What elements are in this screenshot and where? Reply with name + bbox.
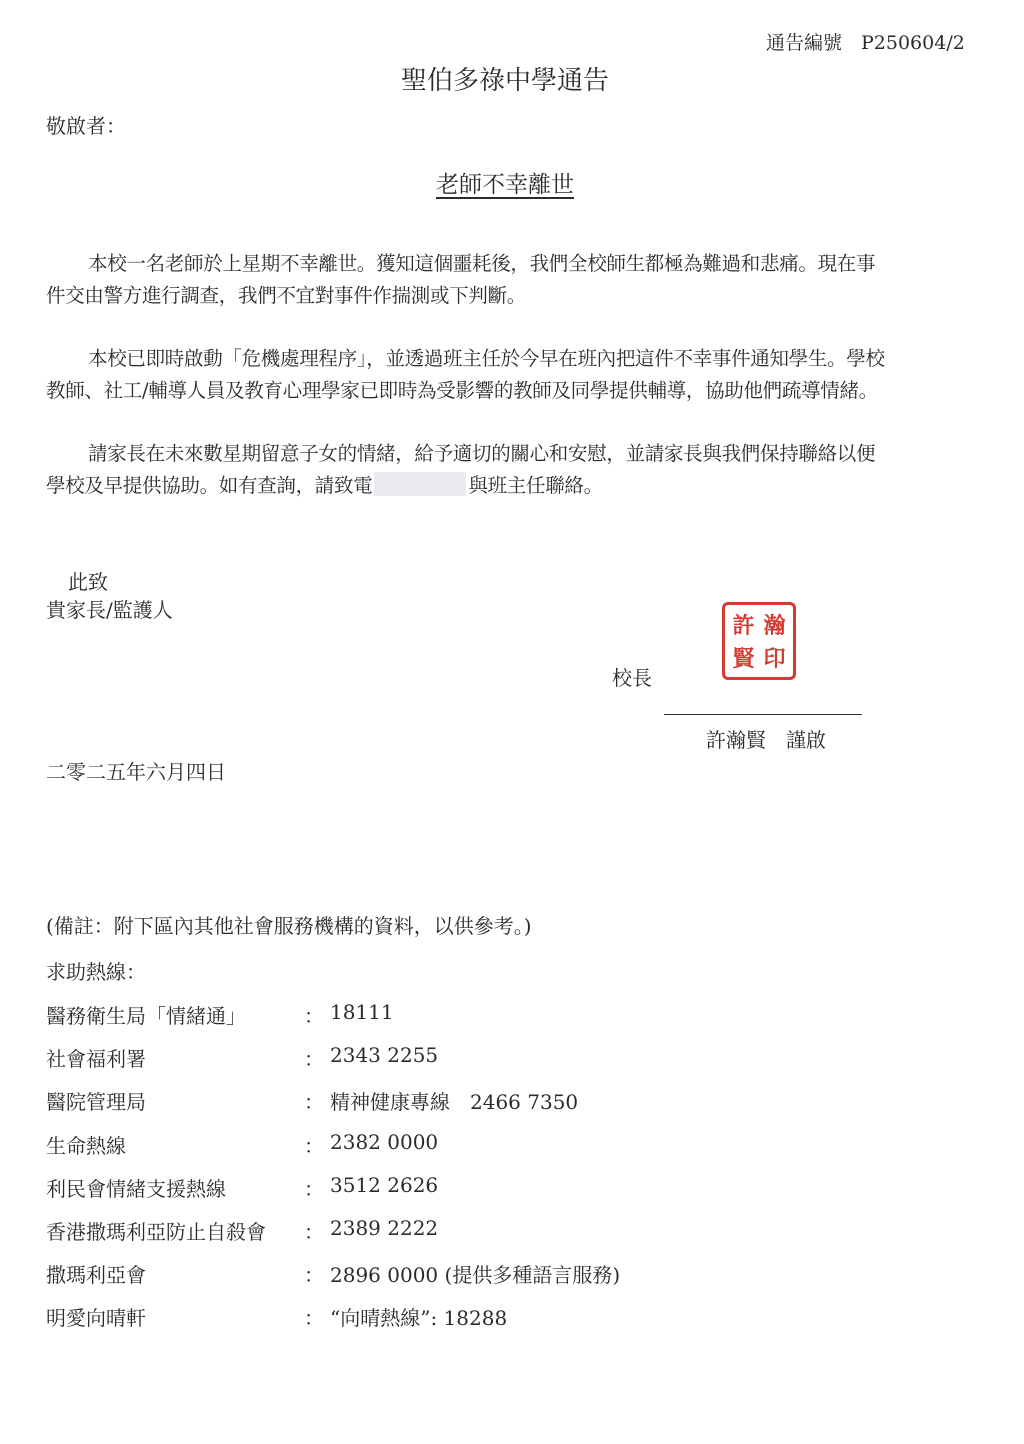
hotline-colon: ： [304, 1004, 324, 1028]
closing-line-1: 此致 [68, 570, 108, 594]
hotline-colon: ： [304, 1134, 324, 1158]
hotline-name: 醫院管理局 [46, 1090, 146, 1114]
hotline-colon: ： [304, 1090, 324, 1114]
hotline-name: 香港撒瑪利亞防止自殺會 [46, 1220, 266, 1244]
principal-label: 校長 [612, 666, 652, 690]
hotline-number: 2382 0000 [330, 1130, 439, 1154]
subject-text: 老師不幸離世 [436, 172, 574, 198]
hotline-number: 18111 [330, 1000, 394, 1024]
paragraph-3-line-1: 請家長在未來數星期留意子女的情緒，給予適切的關心和安慰，並請家長與我們保持聯絡以便 [88, 442, 876, 465]
hotline-name: 生命熱線 [46, 1134, 126, 1158]
remark: (備註：附下區內其他社會服務機構的資料，以供參考。) [46, 914, 532, 938]
signature-line [664, 714, 862, 715]
seal-character: 印 [763, 646, 786, 672]
redacted-phone-number [374, 472, 466, 496]
hotline-name: 醫務衛生局「情緒通」 [46, 1004, 246, 1028]
paragraph-1-line-2: 件交由警方進行調查，我們不宜對事件作揣測或下判斷。 [46, 284, 527, 307]
hotline-number: 3512 2626 [330, 1173, 439, 1197]
paragraph-3-line-2-post: 與班主任聯絡。 [468, 474, 603, 497]
hotline-name: 撒瑪利亞會 [46, 1263, 146, 1287]
paragraph-3-line-2 [46, 470, 603, 498]
hotline-name: 明愛向晴軒 [46, 1306, 146, 1330]
seal-character: 瀚 [763, 613, 786, 639]
salutation: 敬啟者： [46, 114, 126, 138]
seal-character: 賢 [732, 646, 755, 672]
hotline-number: 2896 0000 (提供多種語言服務) [330, 1263, 621, 1287]
paragraph-1-line-1: 本校一名老師於上星期不幸離世。獲知這個噩耗後，我們全校師生都極為難過和悲痛。現在事 [88, 252, 876, 275]
hotline-colon: ： [304, 1263, 324, 1287]
paragraph-2-line-1: 本校已即時啟動「危機處理程序」，並透過班主任於今早在班內把這件不幸事件通知學生。學校 [88, 347, 885, 370]
hotline-colon: ： [304, 1220, 324, 1244]
hotline-number: 精神健康專線 2466 7350 [330, 1090, 579, 1114]
seal-character: 許 [732, 613, 755, 639]
principal-seal-stamp [722, 602, 796, 680]
hotline-number: 2343 2255 [330, 1043, 439, 1067]
hotline-number: 2389 2222 [330, 1216, 439, 1240]
paragraph-2-line-2: 教師、社工/輔導人員及教育心理學家已即時為受影響的教師及同學提供輔導，協助他們疏導情緒。 [46, 379, 878, 402]
hotline-colon: ： [304, 1177, 324, 1201]
notice-subject [0, 166, 1010, 199]
paragraph-3-line-2-pre: 學校及早提供協助。如有查詢，請致電 [46, 474, 373, 497]
hotline-name: 利民會情緒支援熱線 [46, 1177, 226, 1201]
closing-recipient: 貴家長/監護人 [46, 598, 173, 622]
notice-number: 通告編號 P250604/2 [766, 32, 965, 54]
hotline-colon: ： [304, 1047, 324, 1071]
hotline-heading: 求助熱線： [46, 960, 146, 984]
principal-name: 許瀚賢 謹啟 [706, 728, 826, 752]
notice-date: 二零二五年六月四日 [46, 760, 226, 784]
notice-title: 聖伯多祿中學通告 [400, 66, 609, 96]
hotline-number: “向晴熱線”: 18288 [330, 1306, 508, 1330]
hotline-name: 社會福利署 [46, 1047, 146, 1071]
hotline-colon: ： [304, 1306, 324, 1330]
